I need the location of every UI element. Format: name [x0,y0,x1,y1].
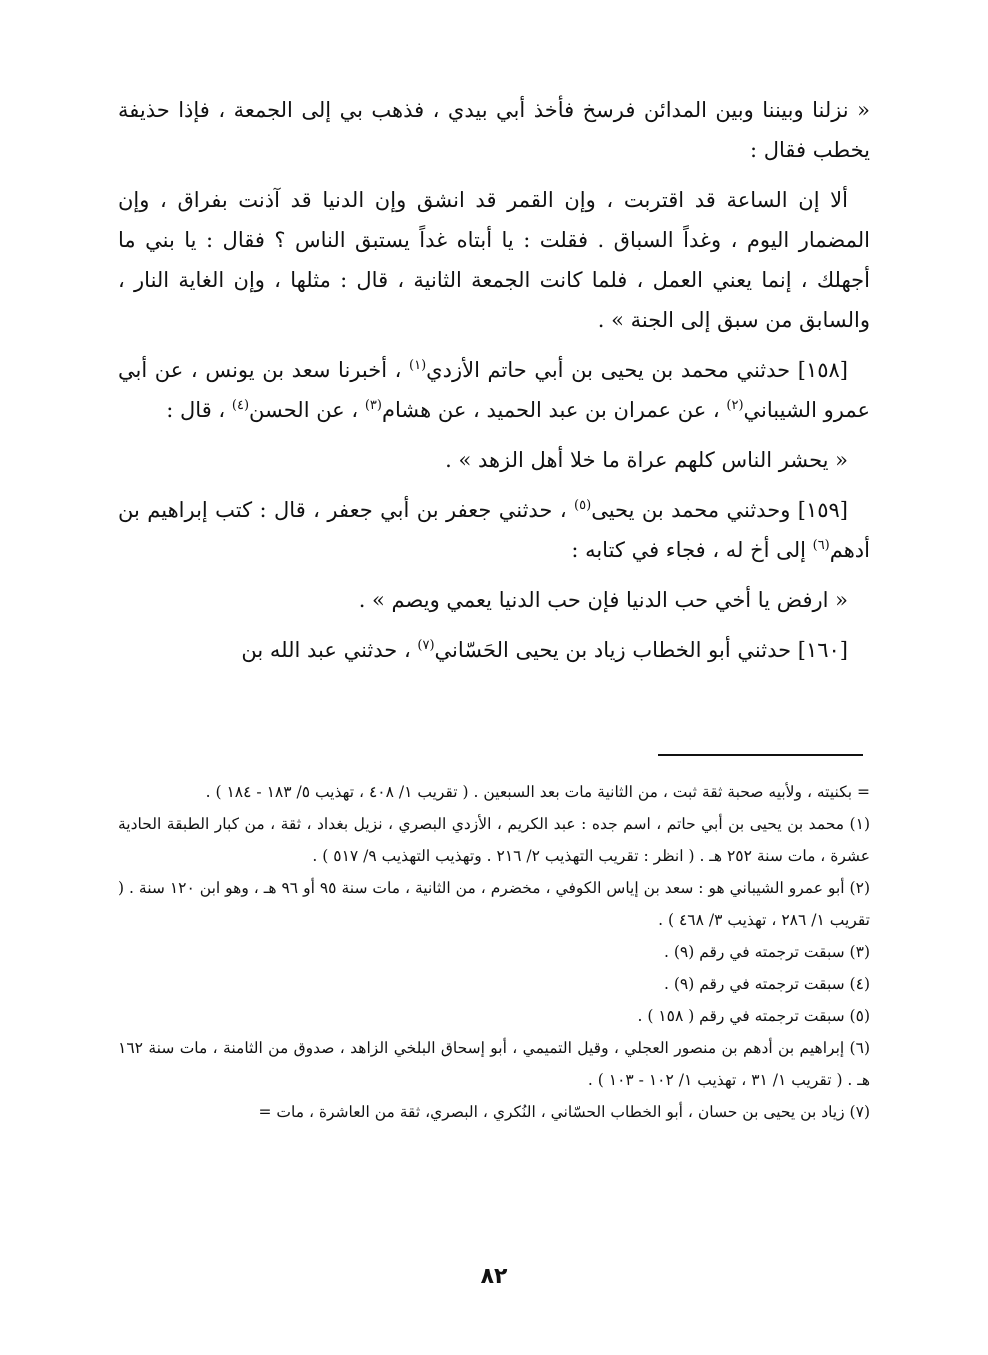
footnote-7: (٧) زياد بن يحيى بن حسان ، أبو الخطاب الحسّاني ، النُكري ، البصري، ثقة من العاشرة ، مات = [258,1103,870,1121]
narration-159-part-b: ، حدثني جعفر بن أبي جعفر ، قال : كتب إبراهيم بن أدهم [118,498,870,562]
narration-158-part-c: ، عن عمران بن عبد الحميد ، عن هشام [381,398,727,422]
footnote-continuation: = بكنيته ، ولأبيه صحبة ثقة ثبت ، من الثانية مات بعد السبعين . ( تقريب ١/ ٤٠٨ ، تهذيب ٥/ ١٨٣ - ١٨٤ ) . [205,783,870,801]
narration-159-part-a: [١٥٩] وحدثني محمد بن يحيى [591,498,848,522]
narration-158 [118,350,870,430]
footnote-ref-1: (١) [409,358,427,373]
footnotes [118,776,870,1128]
narration-158-part-e: ، قال : [166,398,232,422]
narration-160-part-b: ، حدثني عبد الله بن [241,638,418,662]
footnote-ref-2: (٢) [726,398,744,413]
quote-paragraph-1: « نزلنا وبيننا وبين المدائن فرسخ فأخذ أبي بيدي ، فذهب بي إلى الجمعة ، فإذا حذيفة يخطب فقال : [118,98,870,162]
quote-paragraph-3: « ارفض يا أخي حب الدنيا فإن حب الدنيا يعمي ويصم » . [358,588,848,612]
main-text [118,90,870,680]
narration-158-part-d: ، عن الحسن [249,398,365,422]
narration-158-part-a: [١٥٨] حدثني محمد بن يحيى بن أبي حاتم الأزدي [426,358,848,382]
narration-159-part-c: إلى أخ له ، فجاء في كتابه : [571,538,813,562]
footnote-separator [658,754,863,756]
footnote-ref-4: (٤) [231,398,250,413]
narration-159 [118,490,870,570]
footnote-4: (٤) سبقت ترجمته في رقم (٩) . [663,975,870,993]
sermon-paragraph: ألا إن الساعة قد اقتربت ، وإن القمر قد انشق وإن الدنيا قد آذنت بفراق ، وإن المضمار اليوم ، وغداً السباق . فقلت : يا أبتاه غداً يستبق الناس ؟ فقال : يا بني ما أجهلك ، إنما يعني العمل ، فلما كانت الجمعة الثانية ، قال : مثلها ، وإن الغاية النار ، والسابق من سبق إلى الجنة » . [118,188,870,332]
narration-160-part-a: [١٦٠] حدثني أبو الخطاب زياد بن يحيى الحَسّاني [434,638,848,662]
footnote-ref-5: (٥) [574,498,592,513]
footnote-ref-3: (٣) [364,398,382,413]
footnote-3: (٣) سبقت ترجمته في رقم (٩) . [663,943,870,961]
narration-158-part-b: ، أخبرنا سعد بن يونس ، عن أبي عمرو الشيباني [118,358,870,422]
narration-160 [118,630,870,670]
page-number: ٨٢ [480,1264,508,1289]
footnote-6: (٦) إبراهيم بن أدهم بن منصور العجلي ، وقيل التميمي ، أبو إسحاق البلخي الزاهد ، صدوق من الثامنة ، مات سنة ١٦٢ هـ . ( تقريب ١/ ٣١ ، تهذيب ١/ ١٠٢ - ١٠٣ ) . [118,1039,870,1089]
footnote-5: (٥) سبقت ترجمته في رقم ( ١٥٨ ) . [637,1007,870,1025]
footnote-ref-6: (٦) [812,538,830,553]
footnote-ref-7: (٧) [417,638,435,653]
footnote-1: (١) محمد بن يحيى بن أبي حاتم ، اسم جده : عبد الكريم ، الأزدي البصري ، نزيل بغداد ، ثقة ، من كبار الطبقة الحادية عشرة ، مات سنة ٢٥٢ هـ . ( انظر : تقريب التهذيب ٢/ ٢١٦ . وتهذيب التهذيب ٩/ ٥١٧ ) . [118,815,870,865]
footnote-2: (٢) أبو عمرو الشيباني هو : سعد بن إياس الكوفي ، مخضرم ، من الثانية ، مات سنة ٩٥ أو ٩٦ هـ ، وهو ابن ١٢٠ سنة . ( تقريب ١/ ٢٨٦ ، تهذيب ٣/ ٤٦٨ ) . [118,879,870,929]
quote-paragraph-2: « يحشر الناس كلهم عراة ما خلا أهل الزهد » . [445,448,848,472]
